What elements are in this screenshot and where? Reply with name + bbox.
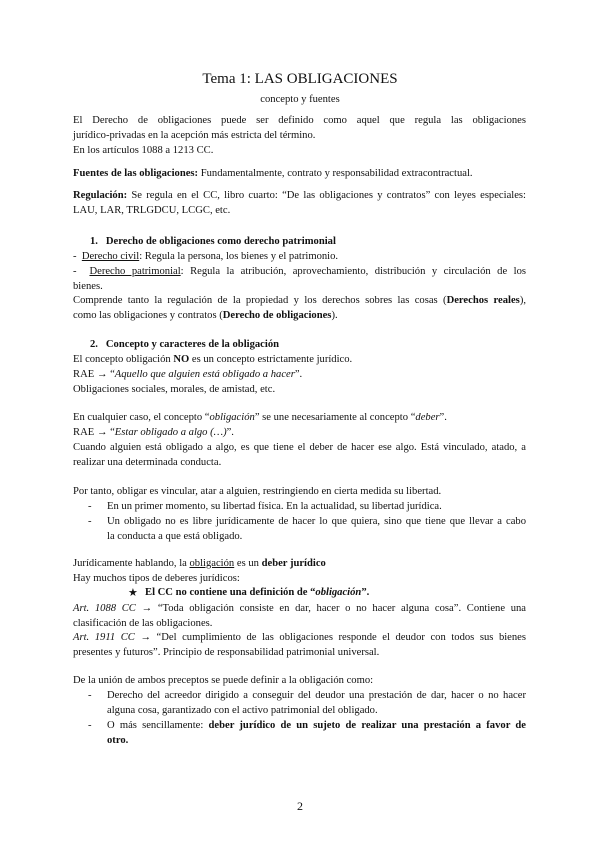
jur-text: Jurídicamente hablando, la xyxy=(73,558,190,569)
obligacion-bold-italic: obligación xyxy=(315,587,362,598)
rae-end: ”. xyxy=(294,369,303,380)
rae-quote: Estar obligado a algo (…) xyxy=(114,427,227,438)
concepto-line xyxy=(73,353,352,367)
comprende2-text: como las obligaciones y contratos ( xyxy=(73,310,223,321)
section-1-title: Derecho de obligaciones como derecho patrimonial xyxy=(105,236,336,247)
derecho-civil-text: : Regula la persona, los bienes y el patrimonio. xyxy=(139,251,339,262)
section-2-title: Concepto y caracteres de la obligación xyxy=(105,339,280,350)
page-subtitle: concepto y fuentes xyxy=(260,94,340,105)
definicion-2-line-2 xyxy=(107,734,128,748)
jur-text-2: es un xyxy=(234,558,262,569)
concepto-end: es un concepto estrictamente jurídico. xyxy=(189,354,353,365)
dash: - xyxy=(73,251,77,262)
section-1-heading xyxy=(90,235,336,249)
rae-definition-2 xyxy=(73,426,234,440)
bullet-dash: - xyxy=(88,690,92,701)
fuentes-text: Fundamentalmente, contrato y responsabilidad extracontractual. xyxy=(198,168,473,179)
art-1088-text: → “Toda obligación consiste en dar, hacer o no hacer alguna cosa”. Contiene una xyxy=(135,603,526,614)
derecho-patrimonial-line-2: bienes. xyxy=(73,281,103,292)
deber-juridico-bold: deber jurídico xyxy=(261,558,326,569)
bullet-obligado-1: Un obligado no es libre jurídicamente de hacer lo que quiera, sino que tiene que llevar a cabo xyxy=(107,516,526,527)
rae-prefix: RAE → “ xyxy=(73,427,115,438)
cual-text: En cualquier caso, el concepto “ xyxy=(73,412,210,423)
comprende-line-2 xyxy=(73,309,338,323)
bullet-dash: - xyxy=(88,501,92,512)
derecho-patrimonial-term: Derecho patrimonial xyxy=(89,266,181,277)
comprende2-end: ). xyxy=(331,310,338,321)
bullet-libertad: En un primer momento, su libertad física. En la actualidad, su libertad jurídica. xyxy=(107,501,442,512)
art-1088-line-1 xyxy=(73,602,526,616)
bullet-obligado-2: la conducta a que está obligado. xyxy=(107,531,243,542)
comprende-end: ), xyxy=(519,295,526,306)
rae-prefix: RAE → “ xyxy=(73,369,115,380)
bullet-dash: - xyxy=(88,516,92,527)
section-2-number: 2. xyxy=(90,339,98,350)
regulacion-label: Regulación: xyxy=(73,190,128,201)
intro-line-2: jurídico-privadas en la acepción más estricta del término. xyxy=(73,130,316,141)
star-icon: ★ xyxy=(128,587,138,599)
derecho-obligaciones-bold: Derecho de obligaciones xyxy=(222,310,332,321)
definicion-1-line-2: alguna cosa, garantizado con el activo patrimonial del obligado. xyxy=(107,705,378,716)
rae-definition-1 xyxy=(73,368,302,382)
page-title: Tema 1: LAS OBLIGACIONES xyxy=(202,71,398,87)
art-1088-line-2: clasificación de las obligaciones. xyxy=(73,618,213,629)
section-2-heading xyxy=(90,338,279,352)
obligacion-italic: obligación xyxy=(209,412,255,423)
fuentes-label: Fuentes de las obligaciones: xyxy=(73,168,199,179)
obligaciones-sociales: Obligaciones sociales, morales, de amistad, etc. xyxy=(73,384,276,395)
derecho-civil-term: Derecho civil xyxy=(81,251,140,262)
cc-definicion-line xyxy=(145,586,369,600)
derechos-reales-bold: Derechos reales xyxy=(446,295,520,306)
regulacion-line-1 xyxy=(73,189,526,203)
definicion-2-bold: deber jurídico de un sujeto de realizar una prestación a favor de xyxy=(208,720,527,731)
cualquier-caso-line xyxy=(73,411,447,425)
art-1911-ref: Art. 1911 CC xyxy=(73,632,135,643)
dash: - xyxy=(73,266,77,277)
rae-quote: Aquello que alguien está obligado a hacer xyxy=(114,369,295,380)
cual-text-2: ” se une necesariamente al concepto “ xyxy=(254,412,416,423)
no-bold: NO xyxy=(173,354,190,365)
por-tanto-line: Por tanto, obligar es vincular, atar a alguien, restringiendo en cierta medida su libertad. xyxy=(73,486,442,497)
cc-text: El CC no contiene una definición de “ xyxy=(145,587,316,598)
intro-line-1: El Derecho de obligaciones puede ser definido como aquel que regula las obligaciones xyxy=(73,115,526,126)
definicion-1-line-1: Derecho del acreedor dirigido a conseguir del deudor una prestación de dar, hacer o no hacer xyxy=(107,690,526,701)
juridicamente-line xyxy=(73,557,326,571)
regulacion-text: Se regula en el CC, libro cuarto: “De las obligaciones y contratos” con leyes especiales: xyxy=(127,190,526,201)
definicion-2-text: O más sencillamente: xyxy=(107,720,209,731)
intro-line-3: En los artículos 1088 a 1213 CC. xyxy=(73,145,214,156)
derecho-civil-item xyxy=(73,250,338,264)
art-1911-line-1 xyxy=(73,631,526,645)
rae-end: ”. xyxy=(226,427,234,438)
comprende-line-1 xyxy=(73,294,526,308)
union-line: De la unión de ambos preceptos se puede definir a la obligación como: xyxy=(73,675,374,686)
derecho-patrimonial-text: : Regula la atribución, aprovechamiento, distribución y circulación de los xyxy=(180,266,526,277)
regulacion-line-2: LAU, LAR, TRLGDCU, LCGC, etc. xyxy=(73,205,231,216)
derecho-patrimonial-item xyxy=(73,265,526,279)
cuando-line-1: Cuando alguien está obligado a algo, es que tiene el deber de hacer ese algo. Está vinculado, atado, a xyxy=(73,442,526,453)
comprende-text: Comprende tanto la regulación de la propiedad y los derechos sobres las cosas ( xyxy=(73,295,447,306)
cual-end: ”. xyxy=(439,412,447,423)
definicion-2-line-1 xyxy=(107,719,526,733)
art-1911-text: → “Del cumplimiento de las obligaciones responde el deudor con todos sus bienes xyxy=(134,632,527,643)
section-1-number: 1. xyxy=(90,236,98,247)
definicion-2-bold-end: otro. xyxy=(107,735,129,746)
cc-end: ”. xyxy=(361,587,370,598)
concepto-text: El concepto obligación xyxy=(73,354,174,365)
art-1911-line-2: presentes y futuros”. Principio de responsabilidad patrimonial universal. xyxy=(73,647,380,658)
deber-italic: deber xyxy=(415,412,440,423)
page-number: 2 xyxy=(297,799,303,813)
bullet-dash: - xyxy=(88,720,92,731)
hay-muchos-line: Hay muchos tipos de deberes jurídicos: xyxy=(73,573,240,584)
fuentes-paragraph xyxy=(73,167,473,181)
art-1088-ref: Art. 1088 CC xyxy=(73,603,136,614)
cuando-line-2: realizar una determinada conducta. xyxy=(73,457,222,468)
obligacion-underlined: obligación xyxy=(189,558,235,569)
